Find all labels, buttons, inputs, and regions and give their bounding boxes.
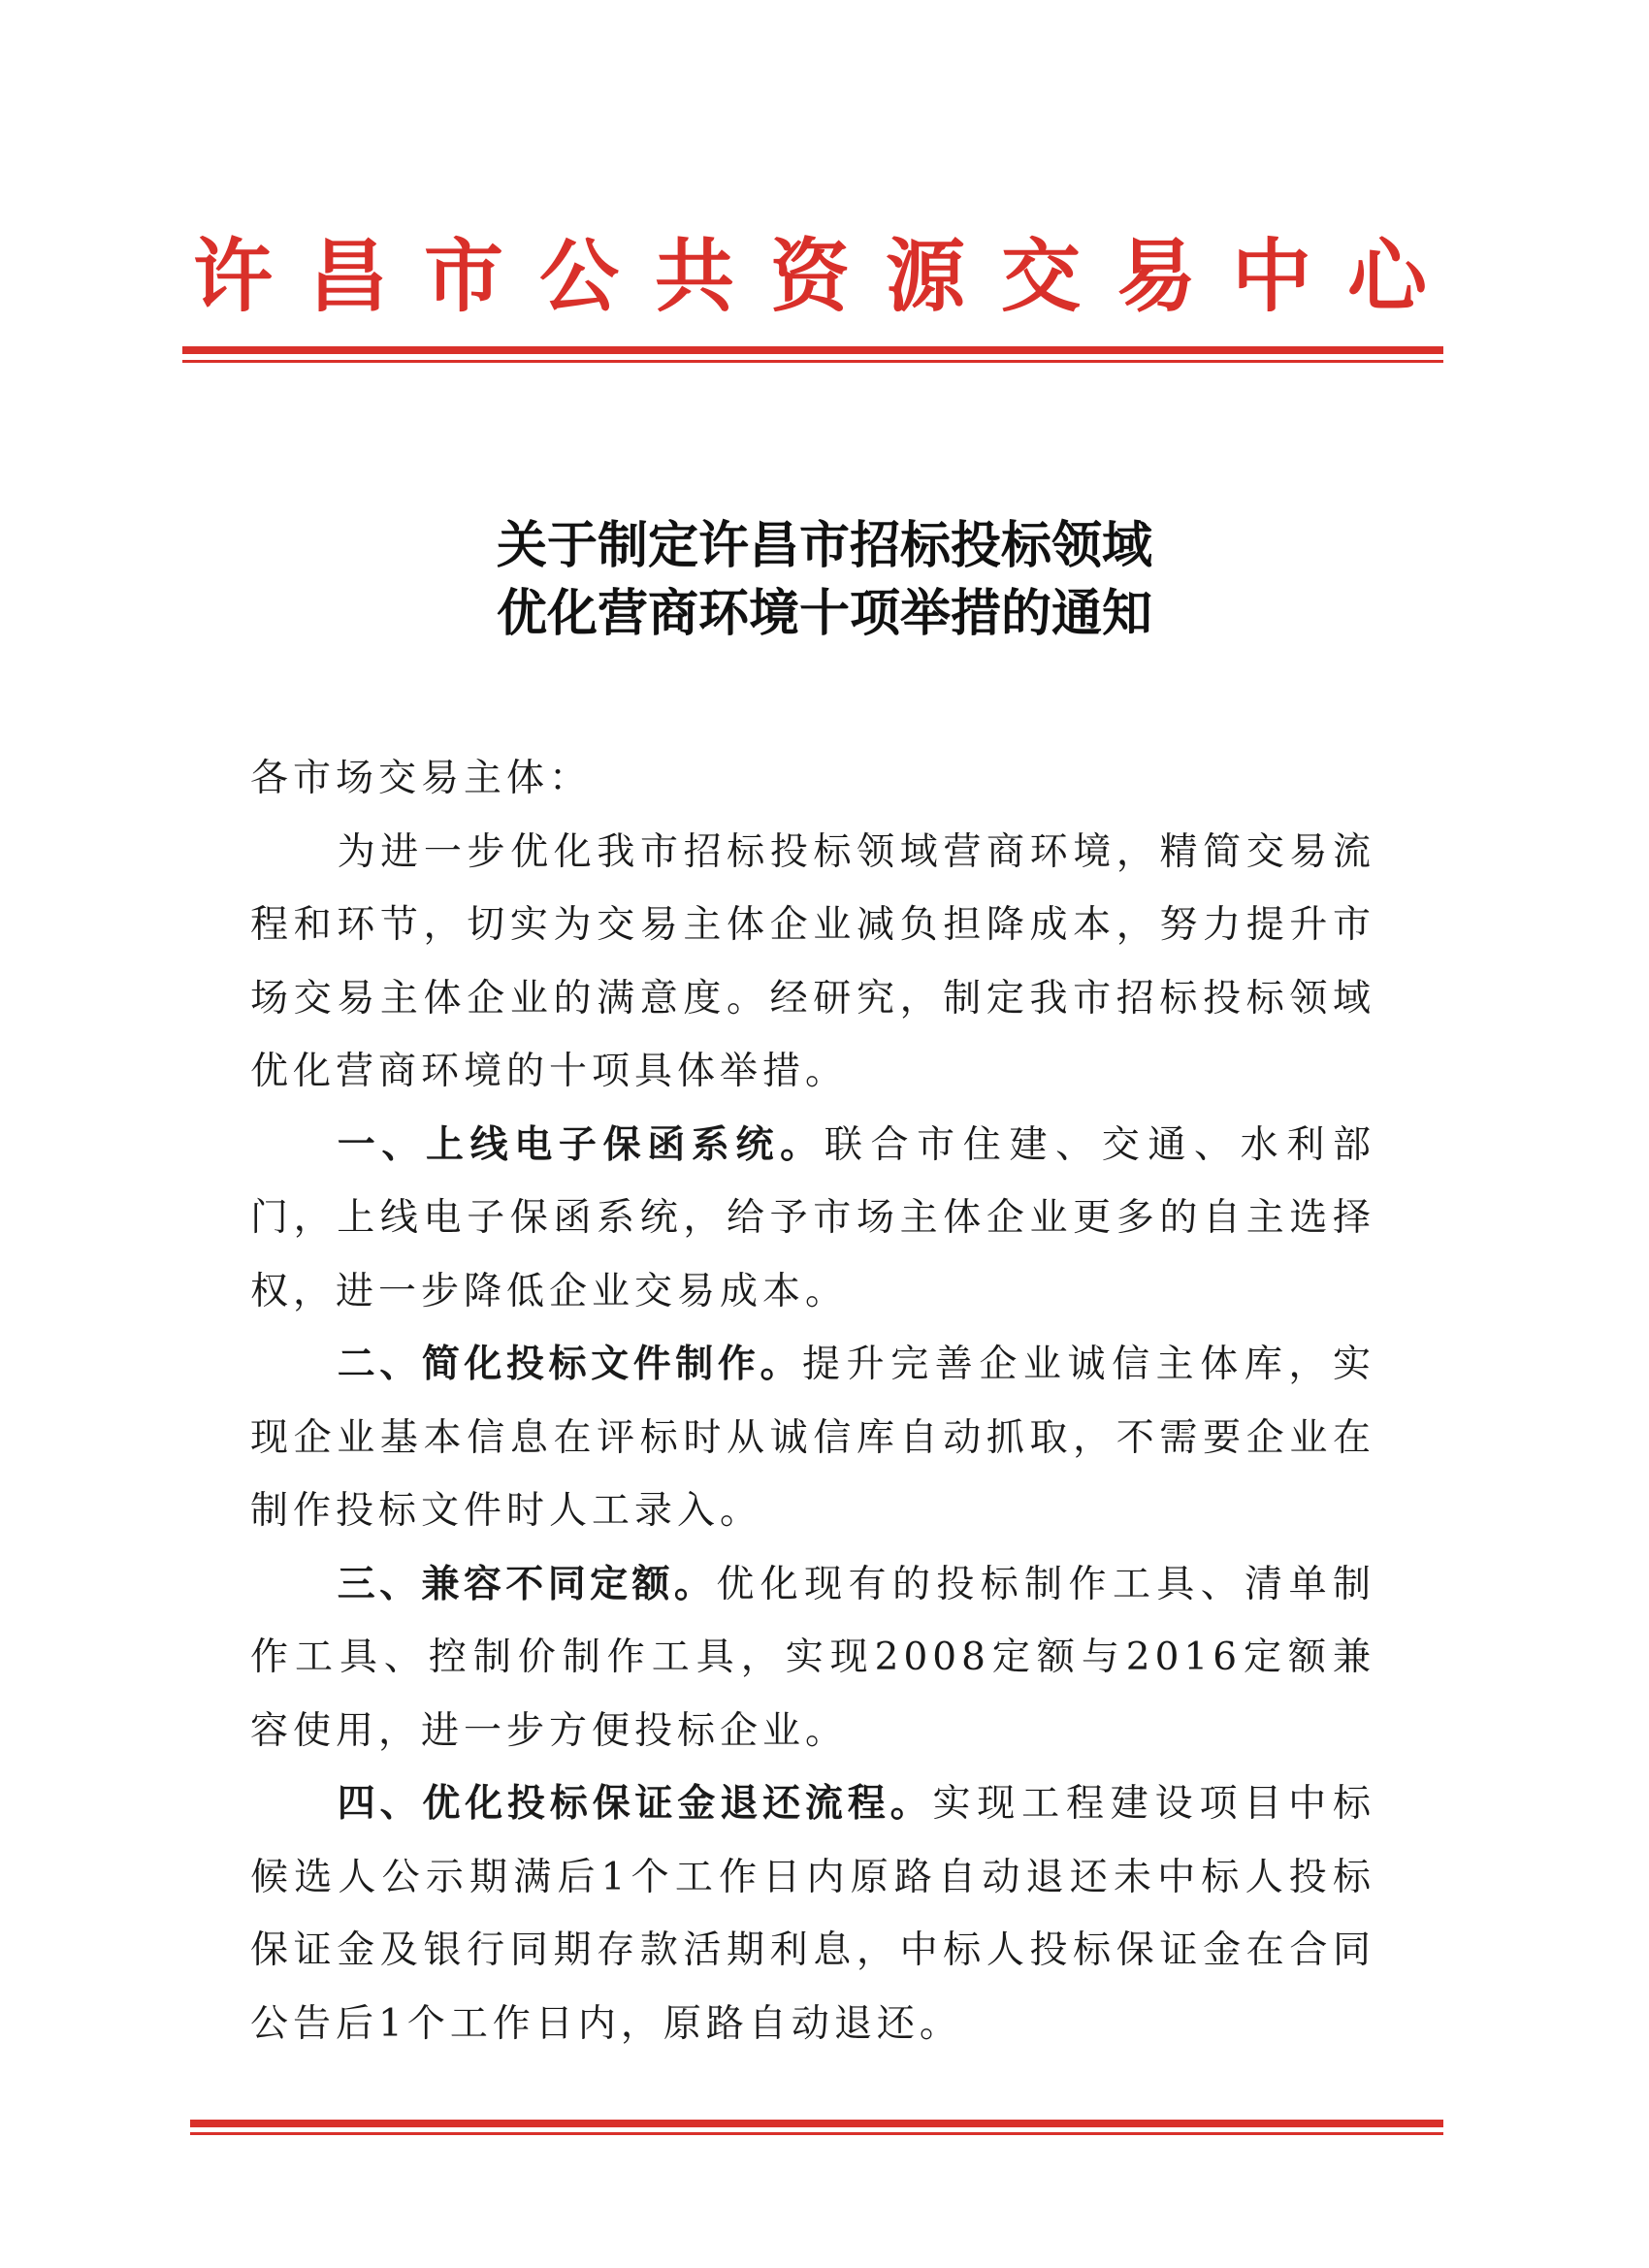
- org-char: 公: [538, 230, 619, 323]
- measure-text: 提升完善企业诚信主体库，实现企业基本信息在评标时从诚信库自动抓取，不需要企业在制作投标文件时人工录入。: [250, 1343, 1375, 1533]
- org-char: 中: [1231, 230, 1311, 323]
- title-line-2: 优化营商环境十项举措的通知: [496, 584, 1152, 643]
- measure-heading: 二、简化投标文件制作。: [337, 1343, 803, 1386]
- measure-text: 联合市住建、交通、水利部门，上线电子保函系统，给予市场主体企业更多的自主选择权，进一步降低企业交易成本。: [250, 1122, 1375, 1313]
- measure-heading: 一、上线电子保函系统。: [337, 1122, 824, 1167]
- measure-heading: 三、兼容不同定额。: [337, 1562, 717, 1606]
- footer-divider-thin: [190, 2132, 1443, 2135]
- title-line-1: 关于制定许昌市招标投标领域: [496, 516, 1152, 575]
- document-body: [250, 742, 1375, 2060]
- intro-paragraph: 为进一步优化我市招标投标领域营商环境，精简交易流程和环节，切实为交易主体企业减负担降成本，努力提升市场交易主体企业的满意度。经研究，制定我市招标投标领域优化营商环境的十项具体举措。: [250, 829, 1375, 1093]
- header-divider-thin: [182, 360, 1443, 363]
- footer-divider-thick: [190, 2120, 1443, 2127]
- measure-heading: 四、优化投标保证金退还流程。: [337, 1782, 933, 1826]
- measure-item-2: [250, 1328, 1375, 1548]
- organization-header: [184, 228, 1436, 325]
- measure-text: 实现工程建设项目中标候选人公示期满后1个工作日内原路自动退还未中标人投标保证金及银行同期存款活期利息，中标人投标保证金在合同公告后1个工作日内，原路自动退还。: [250, 1782, 1375, 2046]
- org-char: 心: [1346, 230, 1427, 323]
- org-char: 资: [769, 230, 850, 323]
- salutation: 各市场交易主体：: [250, 757, 593, 800]
- org-char: 交: [1000, 230, 1081, 323]
- org-char: 昌: [307, 230, 388, 323]
- measure-item-3: [250, 1548, 1375, 1768]
- measure-text: 优化现有的投标制作工具、清单制作工具、控制价制作工具，实现2008定额与2016定额兼容使用，进一步方便投标企业。: [250, 1562, 1375, 1753]
- org-char: 市: [423, 230, 503, 323]
- org-char: 许: [192, 230, 273, 323]
- measure-item-1: [250, 1109, 1375, 1329]
- header-divider-thick: [182, 346, 1443, 354]
- org-char: 易: [1116, 230, 1196, 323]
- org-char: 共: [654, 230, 734, 323]
- document-title: [0, 512, 1649, 648]
- org-char: 源: [885, 230, 965, 323]
- measure-item-4: [250, 1767, 1375, 2060]
